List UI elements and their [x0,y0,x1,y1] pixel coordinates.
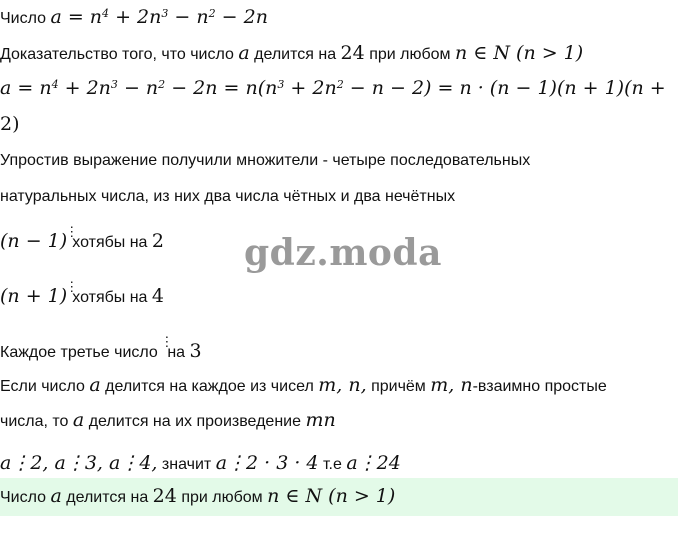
line-11-text1: числа, то [0,413,69,430]
line-12-text2: т.е [322,456,342,473]
conclusion-var: a [50,485,62,507]
line-7-text: хотябы на [72,234,148,251]
line-7-expr: (n − 1) [0,230,68,252]
line-10-vars: m, n, [318,374,367,396]
conclusion-text2: делится на [66,489,149,506]
divides-icon [162,342,167,361]
line-11-text2: делится на их произведение [88,413,301,430]
line-12 [0,452,401,474]
line-10-text4: -взаимно простые [472,378,607,395]
line-9-text: Каждое третье число [0,344,158,361]
line-8 [0,285,164,307]
conclusion-cond: n ∈ N (n > 1) [267,485,396,507]
line-12-expr: a⋮2, a⋮3, a⋮4, [0,452,158,474]
line-11-var2: mn [305,409,336,431]
line-9-text2: на [167,344,186,361]
line-4-formula: 2) [0,113,20,135]
line-7 [0,230,164,252]
line-2-text1: Доказательство того, что число [0,46,234,63]
conclusion-text3: при любом [181,489,263,506]
line-2-num: 24 [340,42,365,64]
conclusion-num: 24 [152,485,177,507]
line-6-text: натуральных числа, из них два числа чётных и два нечётных [0,188,456,205]
line-12-expr3: a⋮24 [346,452,401,474]
conclusion-text1: Число [0,489,47,506]
line-12-expr2: a⋮2 · 3 · 4 [215,452,319,474]
line-10-vars2: m, n [430,374,473,396]
divides-icon [67,287,72,306]
watermark: gdz.moda [244,232,442,274]
line-3 [0,77,666,99]
line-1-prefix: Число [0,10,47,27]
line-9 [0,340,202,362]
line-4 [0,113,20,135]
line-1-formula: $a = n^4 + 2n^3 - n^2 - 2n$ [50,6,268,28]
line-10 [0,374,607,396]
line-2-text3: при любом [369,46,451,63]
line-10-text2: делится на каждое из чисел [105,378,314,395]
line-6 [0,188,455,206]
line-7-num: 2 [151,230,164,252]
line-2-cond: n ∈ N (n > 1) [454,42,584,64]
line-9-num: 3 [189,340,202,362]
line-11 [0,409,336,431]
line-5 [0,152,530,170]
line-1 [0,6,268,28]
line-2 [0,42,583,64]
line-10-text3: причём [371,378,426,395]
line-8-text: хотябы на [72,289,148,306]
line-8-num: 4 [151,285,164,307]
conclusion-line [0,485,395,507]
divides-icon [67,232,72,251]
line-11-var: a [72,409,85,431]
line-10-text1: Если число [0,378,85,395]
line-12-text: значит [161,456,212,473]
line-2-var: a [238,42,250,64]
line-3-formula: $a = n^4 + 2n^3 - n^2 - 2n = n(n^3 + 2n^2 - n - 2) = n \cdot (n - 1)(n + 1)(n$ + [0,77,666,99]
line-8-expr: (n + 1) [0,285,68,307]
line-2-text2: делится на [254,46,337,63]
line-10-var: a [89,374,101,396]
line-5-text: Упростив выражение получили множители - четыре последовательных [0,152,531,169]
